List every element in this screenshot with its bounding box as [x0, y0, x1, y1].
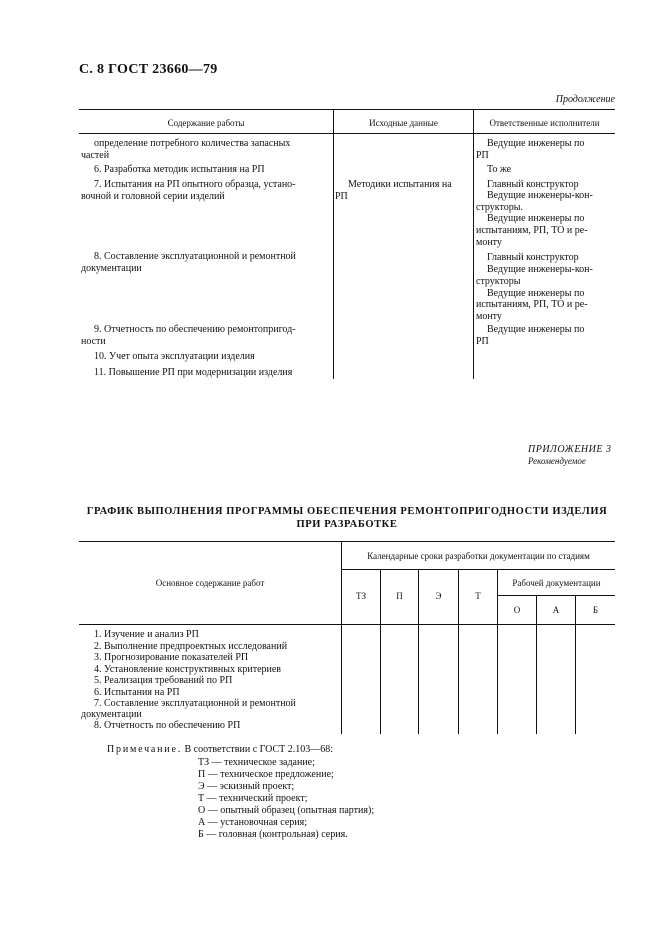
table-cell-responsible: структоры — [476, 276, 521, 287]
table-cell-work: ности — [81, 336, 106, 347]
table-row: 2. Выполнение предпроектных исследований — [94, 641, 288, 652]
table-cell-responsible: Ведущие инженеры по — [487, 138, 585, 149]
column-divider — [333, 109, 334, 379]
table-row: 4. Установление конструктивных критериев — [94, 664, 282, 675]
table-cell-responsible: Ведущие инженеры по — [487, 213, 585, 224]
schedule-title-line: ПРИ РАЗРАБОТКЕ — [296, 519, 398, 530]
page-header: С. 8 ГОСТ 23660—79 — [79, 62, 218, 77]
table-cell-responsible: монту — [476, 237, 502, 248]
table-row: 7. Составление эксплуатационной и ремонтной — [94, 698, 296, 709]
table-row: 6. Испытания на РП — [94, 687, 180, 698]
column-header-responsible: Ответственные исполнители — [489, 118, 600, 128]
schedule-title-line: ГРАФИК ВЫПОЛНЕНИЯ ПРОГРАММЫ ОБЕСПЕЧЕНИЯ РЕМОНТОПРИГОДНОСТИ ИЗДЕЛИЯ — [86, 506, 608, 517]
table-row: документации — [81, 709, 142, 720]
table-cell-work: документации — [81, 263, 142, 274]
table-cell-work: 8. Составление эксплуатационной и ремонтной — [94, 251, 296, 262]
note-item: ТЗ — техническое задание; — [198, 757, 315, 768]
appendix-status: Рекомендуемое — [528, 456, 586, 466]
table-cell-responsible: Главный конструктор — [487, 252, 579, 263]
column-header-input: Исходные данные — [369, 118, 438, 128]
note-intro: В соответствии с ГОСТ 2.103—68: — [184, 744, 334, 755]
table-cell-responsible: Ведущие инженеры по — [487, 288, 585, 299]
table-cell-responsible: Ведущие инженеры-кон- — [487, 264, 593, 275]
table-subgroup-rule — [497, 595, 615, 596]
table-top-rule — [79, 109, 615, 110]
table-cell-responsible: монту — [476, 311, 502, 322]
column-divider — [497, 569, 498, 734]
table-header-rule — [79, 624, 615, 625]
substage-header: Б — [592, 605, 599, 615]
table-cell-work: частей — [81, 150, 110, 161]
table-cell-work: определение потребного количества запасных — [94, 138, 291, 149]
column-divider — [473, 109, 474, 379]
column-header-work: Содержание работы — [167, 118, 245, 128]
subgroup-header: Рабочей документации — [512, 578, 601, 588]
schedule-title — [79, 505, 615, 531]
stage-header: ТЗ — [355, 591, 366, 601]
table-cell-responsible: структоры. — [476, 202, 523, 213]
note-item: Б — головная (контрольная) серия. — [198, 829, 348, 840]
table-cell-responsible: РП — [476, 150, 489, 161]
note-intro-line — [107, 744, 333, 756]
table-row: 5. Реализация требований по РП — [94, 675, 233, 686]
table-top-rule — [79, 541, 615, 542]
table-row: 3. Прогнозирование показателей РП — [94, 652, 249, 663]
column-divider — [575, 595, 576, 734]
table-row: 1. Изучение и анализ РП — [94, 629, 199, 640]
table-cell-responsible: РП — [476, 336, 489, 347]
table-group-rule — [341, 569, 615, 570]
substage-header: О — [513, 605, 521, 615]
stage-header: П — [396, 591, 403, 601]
table-cell-input: РП — [335, 191, 348, 202]
appendix-label: ПРИЛОЖЕНИЕ 3 — [528, 444, 612, 455]
note-item: Э — эскизный проект; — [198, 781, 295, 792]
table-cell-responsible: испытаниям, РП, ТО и ре- — [476, 225, 588, 236]
column-divider — [536, 595, 537, 734]
table-cell-input: Методики испытания на — [348, 179, 452, 190]
continuation-label: Продолжение — [555, 94, 615, 105]
table-cell-work: 11. Повышение РП при модернизации изделия — [94, 367, 293, 378]
table-cell-work: 9. Отчетность по обеспечению ремонтопригод- — [94, 324, 296, 335]
note-item: П — техническое предложение; — [198, 769, 334, 780]
table-row: 8. Отчетность по обеспечению РП — [94, 720, 241, 731]
table-cell-responsible: испытаниям, РП, ТО и ре- — [476, 299, 588, 310]
note-item: А — установочная серия; — [198, 817, 307, 828]
table-cell-responsible: То же — [487, 164, 512, 175]
table-header-rule — [79, 133, 615, 134]
table-cell-work: 7. Испытания на РП опытного образца, устано- — [94, 179, 296, 190]
table-cell-responsible: Главный конструктор — [487, 179, 579, 190]
column-group-header: Календарные сроки разработки документации по стадиям — [367, 551, 590, 561]
note-item: Т — технический проект; — [198, 793, 308, 804]
table-cell-work: 10. Учет опыта эксплуатации изделия — [94, 351, 255, 362]
table-cell-work: вочной и головной серии изделий — [81, 191, 225, 202]
table-cell-responsible: Ведущие инженеры по — [487, 324, 585, 335]
note-item: О — опытный образец (опытная партия); — [198, 805, 375, 816]
stage-header: Т — [475, 591, 481, 601]
column-divider — [341, 541, 342, 734]
stage-header: Э — [435, 591, 442, 601]
column-header-main: Основное содержание работ — [155, 578, 265, 588]
substage-header: А — [552, 605, 560, 615]
table-cell-work: 6. Разработка методик испытания на РП — [94, 164, 265, 175]
note-label: Примечание. — [107, 744, 183, 755]
table-cell-responsible: Ведущие инженеры-кон- — [487, 190, 593, 201]
